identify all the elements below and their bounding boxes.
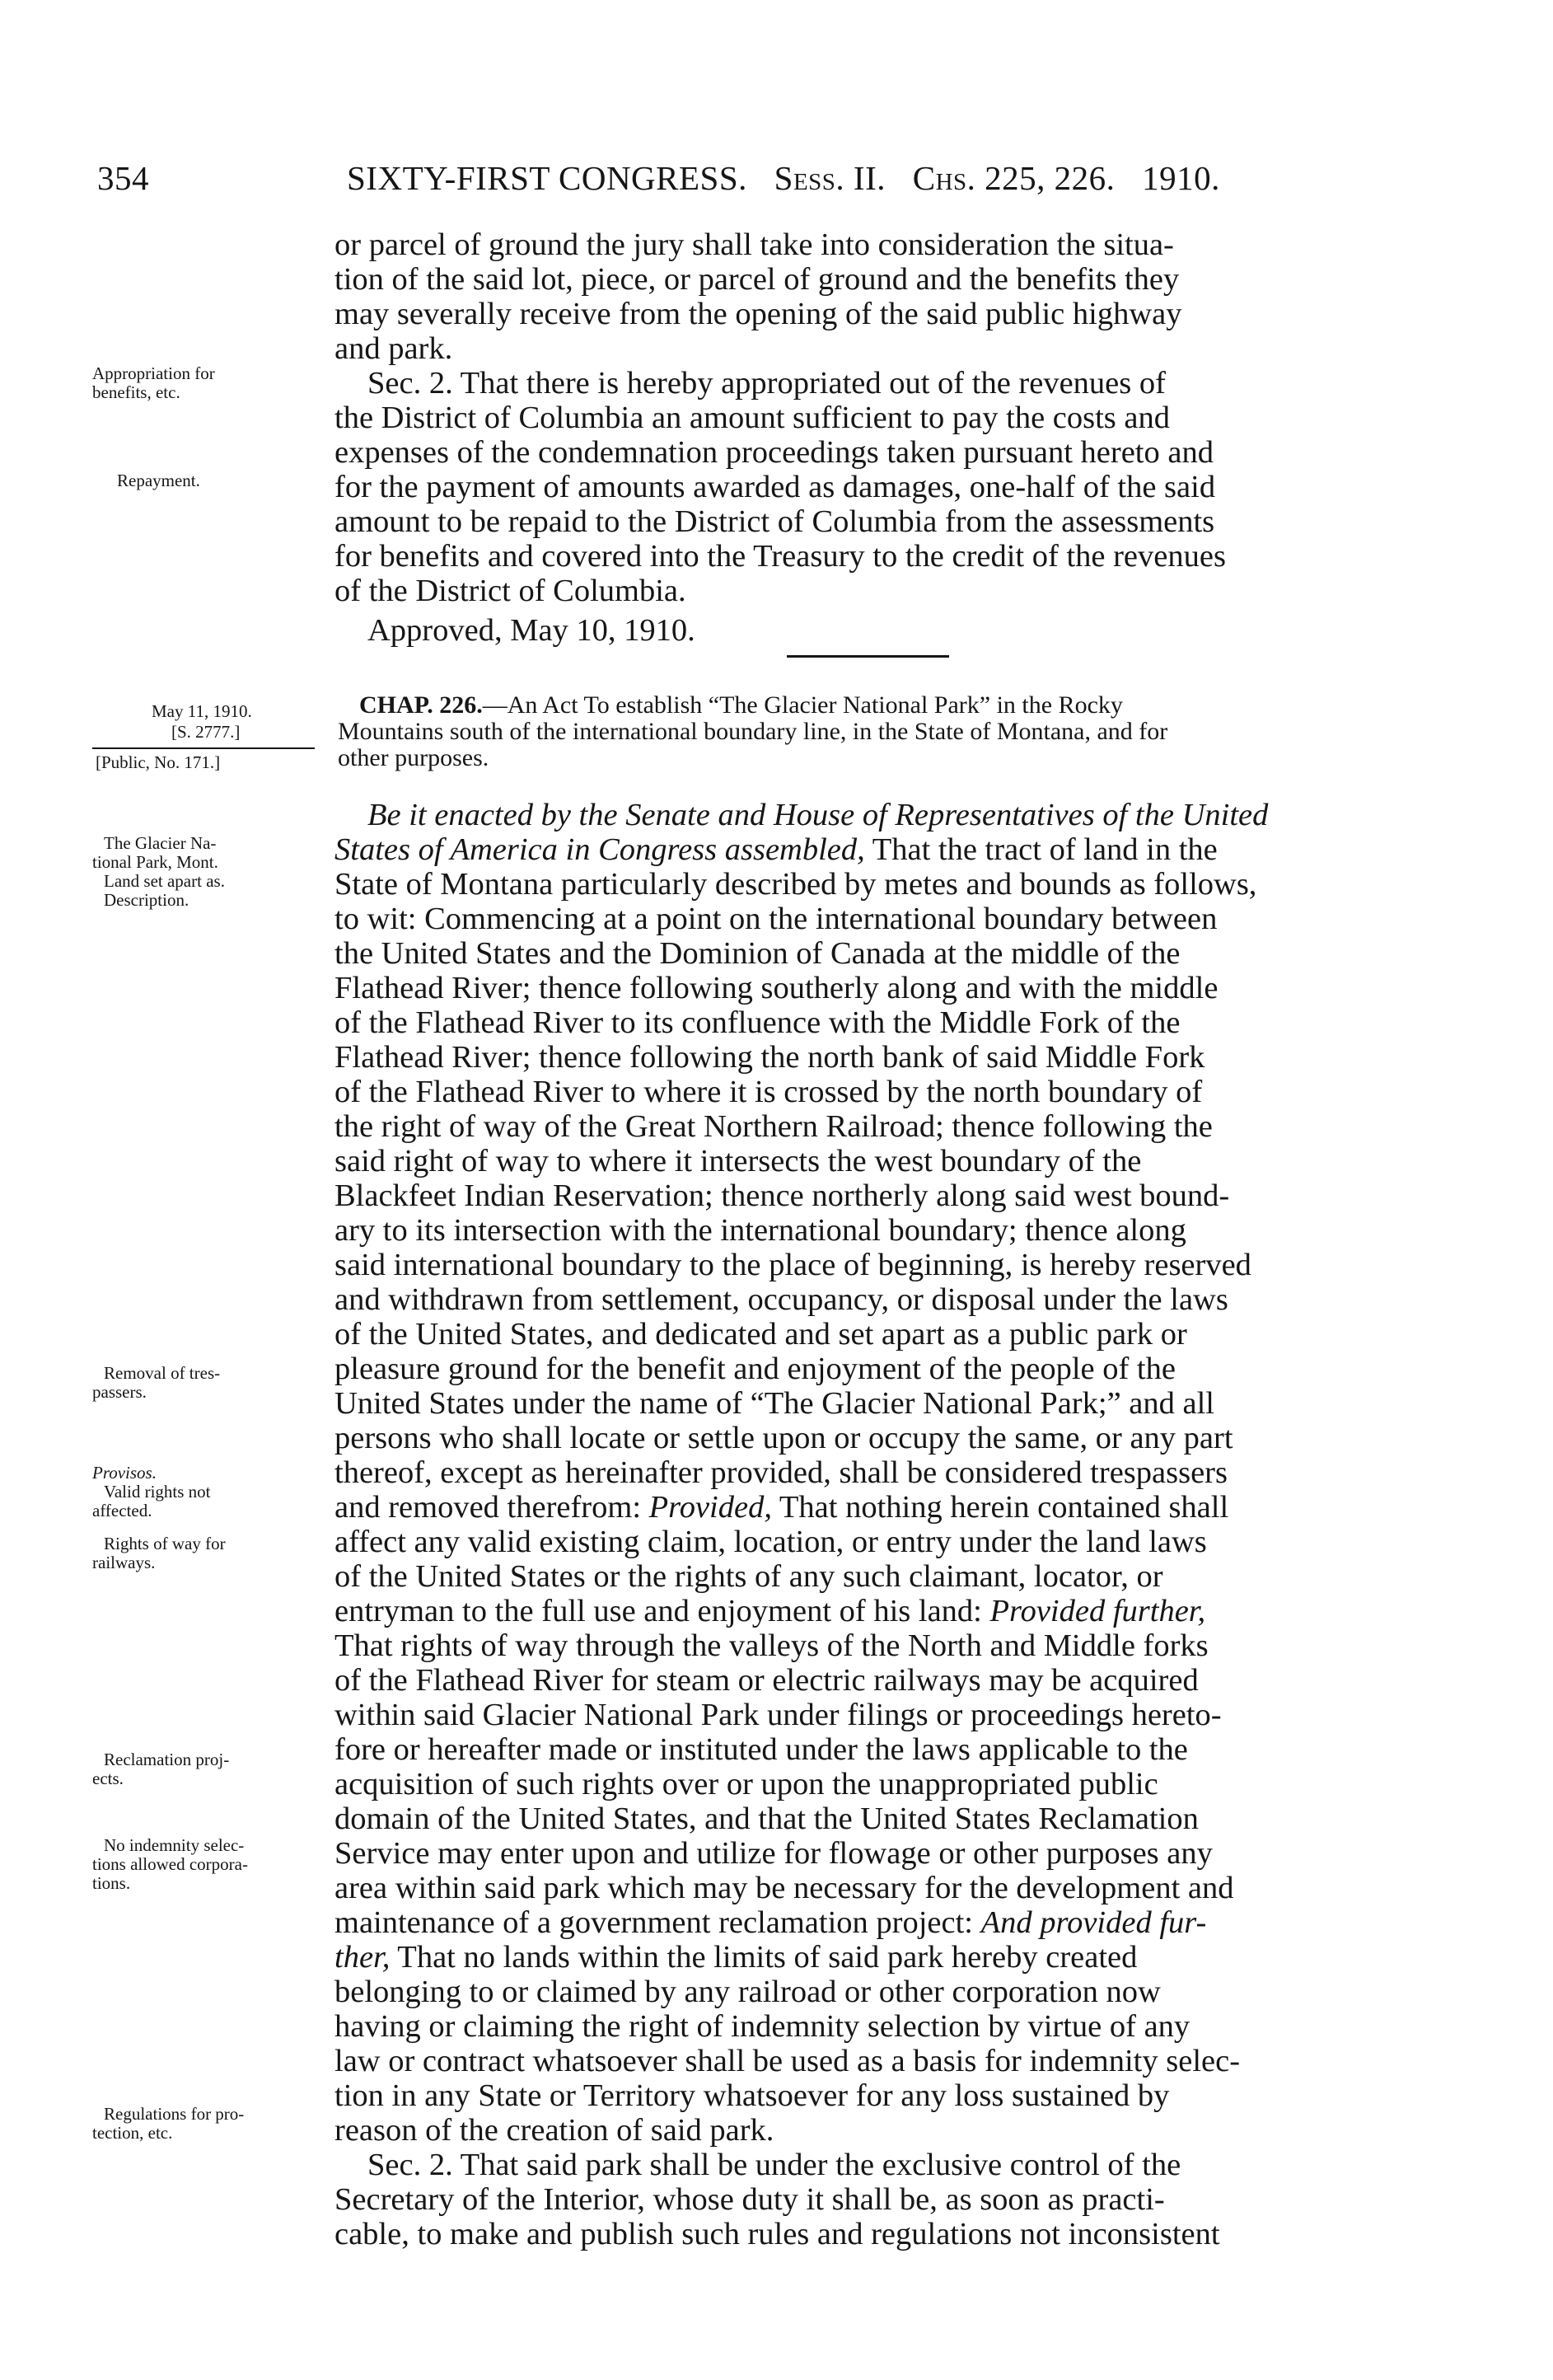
text-line: may severally receive from the opening of the said public highway [334,297,1182,331]
enacting-clause: Be it enacted by the Senate and House of Representatives of the United [367,798,1269,832]
text-line: Service may enter upon and utilize for flowage or other purposes any [334,1836,1213,1871]
note-line: tional Park, Mont. [92,852,218,872]
text-line: cable, to make and publish such rules and regulations not inconsistent [334,2217,1220,2251]
text-line: of the Flathead River to where it is crossed by the north boundary of [334,1075,1203,1109]
proviso-line: and removed therefrom: Provided, That nothing herein contained shall [334,1490,1229,1525]
note-line: Land set apart as. [104,871,225,891]
chapters-label: Chs. 225, 226. [912,159,1116,197]
note-line: passers. [92,1382,147,1402]
margin-note-reclamation [92,1750,327,1788]
year-label: 1910. [1142,159,1220,197]
chapter-divider [787,655,949,658]
bill-number: [S. 2777.] [171,722,241,742]
note-line: tection, etc. [92,2123,173,2143]
note-line: tions allowed corpora- [92,1854,248,1874]
text-line: of the Flathead River for steam or electric railways may be acquired [334,1663,1199,1698]
text-line: to wit: Commencing at a point on the international boundary between [334,902,1218,936]
text-line: pleasure ground for the benefit and enjoyment of the people of the [334,1352,1176,1386]
note-line: Description. [104,890,189,910]
text-line: Sec. 2. That there is hereby appropriated out of the revenues of [367,366,1166,401]
page-number: 354 [97,159,149,197]
text-line: thereof, except as hereinafter provided, shall be considered trespassers [334,1455,1228,1490]
margin-note-trespassers [92,1364,327,1402]
text-line: of the Flathead River to its confluence with the Middle Fork of the [334,1005,1181,1040]
text-line: persons who shall locate or settle upon or occupy the same, or any part [334,1421,1233,1455]
text-line: Secretary of the Interior, whose duty it shall be, as soon as practi- [334,2182,1165,2217]
text-line: the right of way of the Great Northern Railroad; thence following the [334,1109,1213,1144]
text-line: law or contract whatsoever shall be used as a basis for indemnity selec- [334,2044,1241,2078]
chap226-body [334,798,1394,2251]
note-line: Valid rights not [104,1482,211,1502]
text-line: within said Glacier National Park under filings or proceedings hereto- [334,1698,1222,1732]
margin-note-provisos [92,1464,327,1520]
margin-note-regulations [92,2105,327,2143]
enactment-date: May 11, 1910. [152,701,252,721]
running-title [347,158,1220,198]
text-line: tion of the said lot, piece, or parcel of ground and the benefits they [334,262,1180,297]
proviso-line: maintenance of a government reclamation project: And provided fur- [334,1905,1207,1940]
chap226-meta [92,701,327,773]
text-line: ary to its intersection with the international boundary; thence along [334,1213,1186,1248]
text-line: United States under the name of “The Glacier National Park;” and all [334,1386,1214,1421]
approved-line: Approved, May 10, 1910. [367,613,695,648]
text-line: area within said park which may be necessary for the development and [334,1871,1234,1905]
text-line: having or claiming the right of indemnity selection by virtue of any [334,2009,1190,2044]
text-line: amount to be repaid to the District of Columbia from the assessments [334,504,1215,539]
text-line: the United States and the Dominion of Canada at the middle of the [334,936,1181,971]
text-line: or parcel of ground the jury shall take into consideration the situa- [334,227,1174,262]
chapter-label: CHAP. 226. [359,691,483,719]
text-line: the District of Columbia an amount sufficient to pay the costs and [334,401,1170,435]
text-line: and withdrawn from settlement, occupancy, or disposal under the laws [334,1282,1228,1317]
note-line: tions. [92,1873,131,1893]
text-line: said international boundary to the place of beginning, is hereby reserved [334,1248,1251,1282]
meta-rule [92,747,315,749]
note-line: affected. [92,1501,152,1520]
note-line: Provisos. [92,1463,157,1483]
note-line: ects. [92,1769,124,1788]
margin-note-appropriation [92,364,327,402]
margin-note-railways [92,1534,327,1572]
proviso-line: ther, That no lands within the limits of said park hereby created [334,1940,1138,1975]
text-line: That rights of way through the valleys of the North and Middle forks [334,1628,1209,1663]
congress-label: SIXTY-FIRST CONGRESS. [347,159,747,197]
text-line: Sec. 2. That said park shall be under the exclusive control of the [367,2148,1181,2182]
chap226-title [338,692,1394,771]
text-line: Flathead River; thence following southerly along and with the middle [334,971,1219,1005]
text-line: domain of the United States, and that the United States Reclamation [334,1801,1199,1836]
note-line: railways. [92,1553,156,1572]
text-line: belonging to or claimed by any railroad or other corporation now [334,1975,1161,2009]
text-line: acquisition of such rights over or upon the unappropriated public [334,1767,1158,1801]
text-line: Flathead River; thence following the north bank of said Middle Fork [334,1040,1205,1075]
text-line: for benefits and covered into the Treasury to the credit of the revenues [334,539,1226,574]
title-line: other purposes. [338,744,489,771]
note-line: The Glacier Na- [104,833,217,853]
text-line: State of Montana particularly described by metes and bounds as follows, [334,867,1257,902]
note-line: Repayment. [117,471,200,490]
text-line: fore or hereafter made or instituted under the laws applicable to the [334,1732,1188,1767]
margin-note-repayment [92,471,352,490]
text-line: tion in any State or Territory whatsoever for any loss sustained by [334,2078,1170,2113]
title-line: Mountains south of the international boundary line, in the State of Montana, and for [338,718,1168,745]
note-line: Regulations for pro- [104,2104,245,2124]
text-line: Blackfeet Indian Reservation; thence northerly along said west bound- [334,1178,1230,1213]
text-line: for the payment of amounts awarded as damages, one-half of the said [334,470,1216,504]
public-law-number: [Public, No. 171.] [96,752,221,772]
note-line: No indemnity selec- [104,1835,245,1855]
text-line: and park. [334,331,453,366]
text-line: of the United States or the rights of any such claimant, locator, or [334,1559,1163,1594]
text-line: affect any valid existing claim, location, or entry under the land laws [334,1525,1207,1559]
note-line: Appropriation for [92,363,215,383]
text-line: of the United States, and dedicated and set apart as a public park or [334,1317,1187,1352]
note-line: Reclamation proj- [104,1750,230,1769]
margin-note-glacier [92,834,327,910]
enacting-clause-line: States of America in Congress assembled, That the tract of land in the [334,832,1218,867]
chap225-continuation [334,227,1394,648]
text-line: of the District of Columbia. [334,574,686,608]
session-label: Sess. II. [774,159,886,197]
margin-note-indemnity [92,1836,327,1893]
note-line: Removal of tres- [104,1363,221,1383]
text-line: reason of the creation of said park. [334,2113,774,2148]
proviso-line: entryman to the full use and enjoyment of his land: Provided further, [334,1594,1206,1628]
text-line: said right of way to where it intersects the west boundary of the [334,1144,1142,1178]
note-line: benefits, etc. [92,382,180,402]
note-line: Rights of way for [104,1534,226,1553]
text-line: expenses of the condemnation proceedings taken pursuant hereto and [334,435,1214,470]
title-text: —An Act To establish “The Glacier National Park” in the Rocky [482,691,1123,719]
